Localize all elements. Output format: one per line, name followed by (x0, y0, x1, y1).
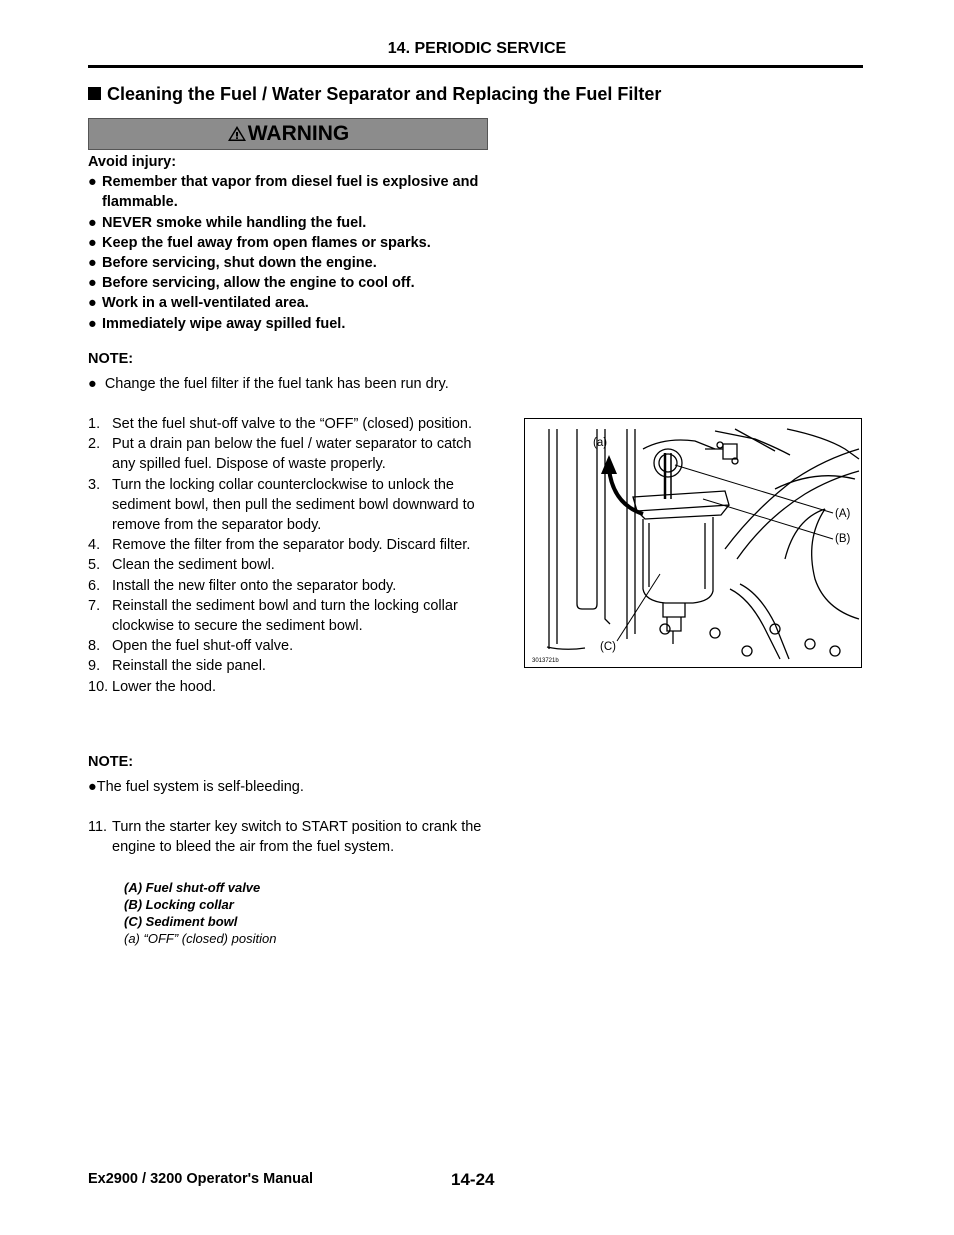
step-item (88, 576, 488, 596)
warning-item (88, 213, 488, 233)
note-text (88, 374, 508, 394)
step-text: Put a drain pan below the fuel / water separator to catch any spilled fuel. Dispose of waste properly. (112, 436, 472, 473)
procedure-steps (88, 414, 488, 697)
step-number: 8. (88, 638, 101, 655)
step-item (88, 677, 488, 697)
step-text: Reinstall the sediment bowl and turn the locking collar clockwise to secure the sediment bowl. (112, 597, 458, 635)
footer-manual-title: Ex2900 / 3200 Operator's Manual (88, 1171, 314, 1187)
step-text: Remove the filter from the separator body. Discard filter. (112, 537, 471, 554)
fuel-separator-figure (524, 418, 862, 668)
step-text: Open the fuel shut-off valve. (112, 638, 294, 655)
step-number: 3. (88, 476, 101, 493)
step-number: 7. (88, 597, 101, 614)
bullet-icon: ● (88, 315, 97, 332)
bullet-icon: ● (88, 174, 97, 191)
note-label: NOTE: (88, 351, 134, 367)
note-text-content: The fuel system is self-bleeding. (96, 779, 304, 795)
warning-item (88, 172, 488, 212)
warning-list (88, 152, 488, 334)
step-text: Set the fuel shut-off valve to the “OFF” (closed) position. (112, 416, 472, 432)
step-number: 9. (88, 658, 101, 675)
step-item (88, 656, 488, 676)
warning-item (88, 314, 488, 334)
step-number: 10. (88, 678, 109, 695)
legend-item: (C) Sediment bowl (124, 914, 238, 929)
warning-item-text: NEVER smoke while handling the fuel. (102, 214, 367, 231)
bullet-icon: ● (88, 255, 97, 272)
step-number: 5. (88, 557, 101, 574)
step-item (88, 535, 488, 555)
warning-banner (88, 118, 488, 150)
figure-legend (124, 879, 276, 947)
step-text: Install the new filter onto the separator body. (112, 577, 397, 594)
step-item (88, 817, 488, 857)
warning-item-text: Keep the fuel away from open flames or sparks. (102, 234, 431, 251)
bullet-icon: ● (88, 295, 97, 312)
figure-label-B: (B) (835, 533, 851, 545)
step-number: 4. (88, 537, 101, 554)
warning-item (88, 253, 488, 273)
bullet-icon: ● (88, 779, 97, 795)
step-number: 11. (88, 819, 108, 835)
step-item (88, 434, 488, 474)
bullet-icon: ● (88, 214, 97, 231)
step-text: Lower the hood. (112, 678, 216, 695)
note-text (88, 777, 508, 797)
footer-page-number: 14-24 (451, 1170, 495, 1189)
legend-item: (a) “OFF” (closed) position (124, 931, 277, 946)
legend-item: (A) Fuel shut-off valve (124, 880, 261, 895)
figure-label-a-off: (a) (593, 437, 608, 449)
warning-intro: Avoid injury: (88, 154, 177, 170)
figure-label-C: (C) (600, 641, 616, 653)
step-text: Turn the starter key switch to START position to crank the engine to bleed the air from the fuel system. (112, 819, 482, 856)
step-number: 1. (88, 416, 101, 432)
bullet-icon: ● (88, 275, 97, 292)
step-item (88, 555, 488, 575)
legend-item: (B) Locking collar (124, 897, 234, 912)
procedure-step-11 (88, 817, 488, 857)
warning-triangle-icon (227, 125, 247, 142)
header-rule (88, 65, 863, 68)
step-text: Clean the sediment bowl. (112, 557, 275, 574)
warning-item (88, 233, 488, 253)
step-text: Reinstall the side panel. (112, 658, 266, 675)
warning-item-text: Before servicing, shut down the engine. (102, 255, 377, 272)
step-item (88, 636, 488, 656)
warning-item-text: Remember that vapor from diesel fuel is explosive and flammable. (102, 174, 479, 211)
section-title (88, 84, 661, 105)
step-number: 2. (88, 436, 101, 453)
section-title-text: Cleaning the Fuel / Water Separator and Replacing the Fuel Filter (107, 84, 662, 104)
warning-item-text: Work in a well-ventilated area. (102, 295, 309, 312)
warning-item-text: Immediately wipe away spilled fuel. (102, 315, 346, 332)
warning-item (88, 273, 488, 293)
bullet-icon: ● (88, 376, 97, 392)
figure-label-A: (A) (835, 508, 851, 520)
step-item (88, 475, 488, 536)
step-number: 6. (88, 577, 101, 594)
fuel-separator-illustration (525, 419, 861, 667)
step-item (88, 596, 488, 636)
warning-label: WARNING (247, 122, 350, 145)
note-text-content: Change the fuel filter if the fuel tank has been run dry. (104, 376, 449, 392)
page-header-title: 14. PERIODIC SERVICE (387, 40, 567, 57)
warning-item (88, 293, 488, 313)
square-bullet-icon (88, 87, 101, 100)
figure-code: 3013721b (532, 658, 559, 664)
step-text: Turn the locking collar counterclockwise to unlock the sediment bowl, then pull the sediment bowl downward to remove from the separator body. (112, 476, 475, 534)
note-label: NOTE: (88, 754, 134, 770)
bullet-icon: ● (88, 234, 97, 251)
warning-item-text: Before servicing, allow the engine to cool off. (102, 275, 415, 292)
step-item (88, 414, 488, 434)
